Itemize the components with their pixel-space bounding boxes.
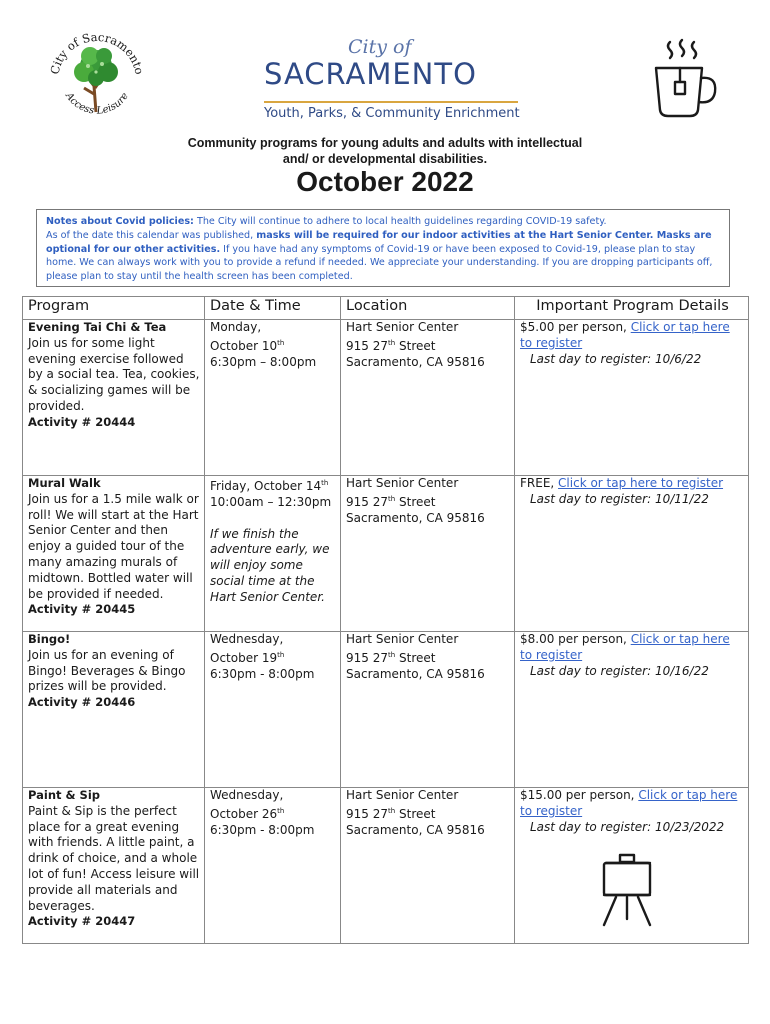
date-ordinal: th: [277, 806, 285, 815]
program-title: Evening Tai Chi & Tea: [28, 320, 167, 334]
coffee-cup-icon: [650, 38, 720, 122]
details-cell: [515, 788, 749, 944]
details-cell: [515, 476, 749, 632]
city-line: Sacramento, CA 95816: [346, 822, 485, 837]
program-cell: [23, 320, 205, 476]
month-title: October 2022: [296, 166, 474, 197]
program-cell: [23, 476, 205, 632]
price-text: $15.00 per person,: [520, 788, 639, 802]
date-line: Wednesday,: [210, 632, 284, 646]
date-line: [210, 476, 337, 495]
date-text: October 19: [210, 650, 278, 665]
location-cell: [341, 320, 515, 476]
time-text: 6:30pm - 8:00pm: [210, 822, 315, 837]
street-number: 915 27: [346, 650, 388, 665]
table-row: [23, 476, 749, 632]
street-ordinal: th: [388, 650, 396, 659]
location-cell: [341, 788, 515, 944]
program-cell: [23, 788, 205, 944]
date-line: Monday,: [210, 320, 262, 334]
date-cell: [205, 632, 341, 788]
svg-text:City of Sacramento: City of Sacramento: [47, 29, 147, 76]
date-line: [210, 336, 337, 355]
street-name: Street: [395, 806, 436, 821]
easel-icon: [598, 853, 658, 927]
date-text: Friday, October 14: [210, 479, 322, 493]
table-header-row: [23, 297, 749, 320]
street-ordinal: th: [388, 806, 396, 815]
date-cell: [205, 320, 341, 476]
program-description: Paint & Sip is the perfect place for a great evening with friends. A little paint, a drink of choice, and a whole lot of fun! Access leisure will provide all materials and beverages.: [28, 803, 200, 913]
date-line: [210, 648, 337, 667]
activity-number: Activity # 20447: [28, 914, 136, 929]
city-line: Sacramento, CA 95816: [346, 666, 485, 681]
logo-sacramento: SACRAMENTO: [264, 57, 477, 91]
price-text: $8.00 per person,: [520, 632, 631, 646]
access-leisure-logo: [44, 22, 150, 128]
table-row: [23, 632, 749, 788]
activity-number: Activity # 20445: [28, 602, 136, 617]
intro-text: [0, 135, 770, 167]
header-details: Important Program Details: [515, 297, 749, 320]
register-deadline: Last day to register: 10/23/2022: [530, 819, 725, 834]
city-line: Sacramento, CA 95816: [346, 354, 485, 369]
location-cell: [341, 476, 515, 632]
street-address: [346, 336, 511, 355]
table-row: [23, 788, 749, 944]
notes-text-3: If you have had any symptoms of Covid-19 or have been exposed to Covid-19, please plan to stay home. We can always work with you to provide a refund if needed. We appreciate your understanding. If you are dropping participants off, please plan to stay until the health screen has been completed.: [46, 243, 713, 283]
date-ordinal: th: [321, 479, 329, 487]
register-link[interactable]: Click or tap here to register: [520, 320, 730, 350]
location-name: Hart Senior Center: [346, 320, 459, 334]
street-number: 915 27: [346, 338, 388, 353]
table-row: [23, 320, 749, 476]
svg-text:Access Leisure: Access Leisure: [62, 90, 131, 117]
register-link[interactable]: Click or tap here to register: [520, 632, 730, 662]
location-cell: [341, 632, 515, 788]
time-text: 6:30pm – 8:00pm: [210, 354, 317, 369]
city-of-sacramento-logo: [262, 36, 520, 132]
details-cell: [515, 320, 749, 476]
program-description: Join us for a 1.5 mile walk or roll! We will start at the Hart Senior Center and then enjoy a guided tour of the many amazing murals of midtown. Bottled water will be provided if needed.: [28, 491, 199, 601]
notes-mask-policy: masks will be required for our indoor activities at the Hart Senior Center. Masks are optional for our other activities.: [46, 229, 712, 255]
program-description: Join us for some light evening exercise followed by a social tea. Tea, cookies, & socializing games will be provided.: [28, 335, 200, 413]
notes-heading: Notes about Covid policies:: [46, 216, 194, 227]
date-line: [210, 804, 337, 823]
street-name: Street: [395, 338, 436, 353]
register-link[interactable]: Click or tap here to register: [520, 788, 738, 818]
program-cell: [23, 632, 205, 788]
activity-number: Activity # 20444: [28, 414, 136, 429]
date-cell: [205, 476, 341, 632]
logo-city-of: City of: [348, 36, 412, 58]
street-address: [346, 492, 511, 511]
notes-text-1: The City will continue to adhere to local health guidelines regarding COVID-19 safety.: [193, 216, 607, 227]
street-number: 915 27: [346, 806, 388, 821]
intro-line-2: and/ or developmental disabilities.: [282, 152, 488, 166]
location-name: Hart Senior Center: [346, 632, 459, 646]
location-name: Hart Senior Center: [346, 788, 459, 802]
city-line: Sacramento, CA 95816: [346, 510, 485, 525]
program-title: Bingo!: [28, 632, 71, 646]
price-text: $5.00 per person,: [520, 320, 631, 334]
intro-line-1: Community programs for young adults and adults with intellectual: [187, 136, 583, 150]
header-date-time: Date & Time: [205, 297, 341, 320]
details-cell: [515, 632, 749, 788]
date-ordinal: th: [277, 650, 285, 659]
time-text: 10:00am – 12:30pm: [210, 494, 332, 509]
date-note: If we finish the adventure early, we will enjoy some social time at the Hart Senior Center.: [210, 526, 330, 604]
street-name: Street: [395, 494, 436, 509]
notes-text-2: As of the date this calendar was published,: [46, 229, 257, 241]
date-line: Wednesday,: [210, 788, 284, 802]
covid-notes-box: [36, 209, 730, 287]
street-ordinal: th: [388, 494, 396, 503]
logo-rule: [264, 101, 518, 103]
street-name: Street: [395, 650, 436, 665]
register-deadline: Last day to register: 10/11/22: [530, 491, 709, 506]
date-cell: [205, 788, 341, 944]
date-text: October 26: [210, 806, 278, 821]
logo-department: Youth, Parks, & Community Enrichment: [264, 106, 520, 121]
program-table: [22, 296, 749, 944]
register-link[interactable]: Click or tap here to register: [558, 476, 724, 490]
street-number: 915 27: [346, 494, 388, 509]
register-deadline: Last day to register: 10/16/22: [530, 663, 709, 678]
location-name: Hart Senior Center: [346, 476, 459, 490]
street-address: [346, 648, 511, 667]
activity-number: Activity # 20446: [28, 695, 136, 710]
program-title: Paint & Sip: [28, 788, 100, 802]
time-text: 6:30pm - 8:00pm: [210, 666, 315, 681]
street-ordinal: th: [388, 338, 396, 347]
program-description: Join us for an evening of Bingo! Beverages & Bingo prizes will be provided.: [28, 647, 186, 694]
register-deadline: Last day to register: 10/6/22: [530, 351, 702, 366]
price-text: FREE,: [520, 476, 559, 490]
date-text: October 10: [210, 338, 278, 353]
header-location: Location: [341, 297, 515, 320]
header-program: Program: [23, 297, 205, 320]
date-ordinal: th: [277, 338, 285, 347]
program-title: Mural Walk: [28, 476, 101, 490]
street-address: [346, 804, 511, 823]
